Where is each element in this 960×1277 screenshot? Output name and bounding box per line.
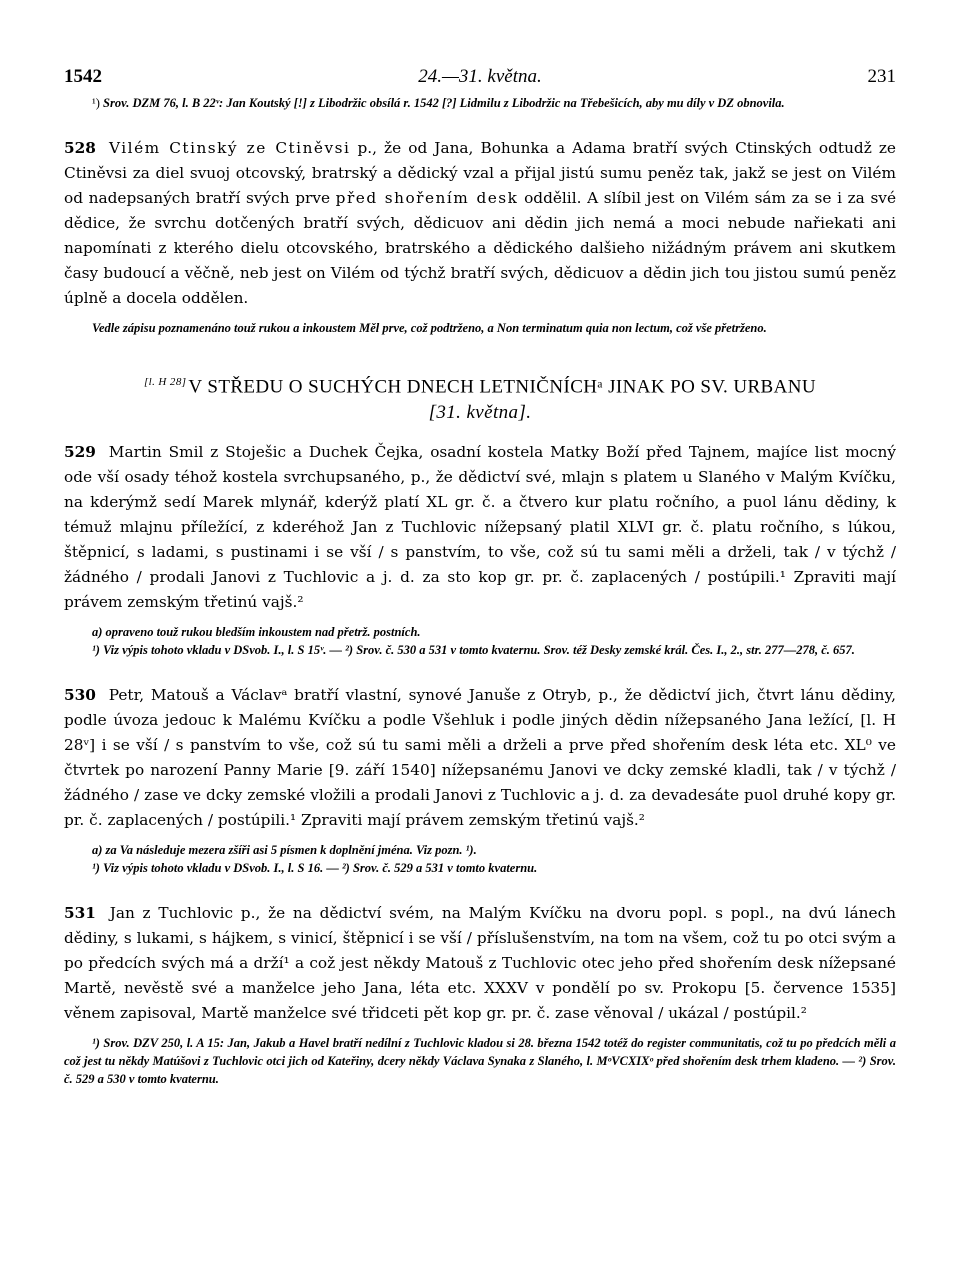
entry-number: 529	[64, 443, 96, 462]
entry-531-note-1: ¹) Srov. DZV 250, l. A 15: Jan, Jakub a Havel bratří nedílní z Tuchlovic kladou si 28. března 1542 totéž do register communitatis, což tu po předcích měli a což jest tu někdy Matúšovi z Tuchlovic otci jich od Kateřiny, dcery někdy Václava Synaka z Slaného, l. MᵒVCXIXᵒ před shořením desk trhem kladeno. — ²) Srov. č. 529 a 530 v tomto kvaternu.	[64, 1036, 896, 1087]
section-date: [31. května].	[428, 402, 532, 424]
entry-528-note: Vedle zápisu poznamenáno touž rukou a inkoustem Měl prve, což podtrženo, a Non terminatum quia non lectum, což vše přetrženo.	[92, 321, 767, 335]
entry-number: 530	[64, 686, 96, 705]
section-heading	[64, 369, 896, 426]
document-page	[64, 58, 896, 1088]
entry-text: Jan z Tuchlovic p., že na dědictví svém, na Malým Kvíčku na dvoru popl. s popl., na dvú lánech dědiny, s lukami, s hájkem, s vinicí, štěpnicí i se vší / příslušenstvím, na tom na všem, což tu po otci svým a po předcích svých má a drží¹ a což jest někdy Matouš z Tuchlovic otec jeho před shořením desk nížepsané Martě, nevěstě své a manželce jeho Jana, léta etc. XXXV v pondělí po sv. Prokopu [5. července 1535] věnem zapisoval, Martě manželce své třidceti pět kop gr. pr. č. zase věnoval / ukázal / postúpil.²	[64, 904, 897, 1023]
header-year: 1542	[64, 66, 102, 87]
entry-text: Petr, Matouš a Václavᵃ bratří vlastní, synové Januše z Otryb, p., že dědictví jich, čtvrt lánu dědiny, podle úvoza jedouc k Malému Kvíčku a podle Všehluk i podle jiných dědin nížepsaného Jana ležící, [l. H 28ᵛ] i se vší / s panstvím to vše, což sú tu sami měli a drželi a prve před shořením desk léta etc. XL⁰ ve čtvrtek po narození Panny Marie [9. září 1540] nížepsanému Janovi ve dcky zemské kladli, tak / v týchž / žádného / zase ve dcky zemské vložili a prodali Janovi z Tuchlovic a j. d. za devadesáte puol druhé kopy gr. pr. č. zaplacených / postúpili.¹ Zpraviti mají právem zemským třetinú vajš.²	[64, 686, 896, 830]
entry-lead: Vilém Ctinský ze Ctiněvsi	[109, 139, 351, 157]
header-title: 24.—31. května.	[418, 66, 542, 87]
entry-number: 528	[64, 139, 96, 157]
entry-529	[64, 440, 896, 615]
entry-530-note-a: a) za Va následuje mezera zšíři asi 5 písmen k doplnění jména. Viz pozn. ¹).	[92, 843, 477, 858]
entry-number: 531	[64, 904, 96, 923]
entry-text: Martin Smil z Stoješic a Duchek Čejka, osadní kostela Matky Boží před Tajnem, majíce list mocný ode vší osady téhož kostela svrchupsaného, p., že dědictví své, mlajn s platem u Slaného v Malým Kvíčku, na kderýmž sedí Marek mlynář, kderýž platí XL gr. č. a čtvero kur platu ročního, a puol lánu dědiny, k témuž mlajnu příležící, z kderéhož Jan z Tuchlovic nížepsaný platil XLVI gr. č. platu ročního, s lúkou, štěpnicí, s ladami, s pustinami i se vší / s panstvím, to vše, což sú tu sami měli a drželi, tak / v týchž / žádného / prodali Janovi z Tuchlovic a j. d. za sto kop gr. pr. č. zaplacených / postúpili.¹ Zpraviti mají právem zemským třetinú vajš.²	[64, 443, 896, 612]
entry-531	[64, 901, 896, 1026]
page-number: 231	[867, 66, 896, 87]
entry-text: p., že od Jana, Bohunka a Adama bratří svých Ctinských odtudž ze Ctiněvsi za diel svuoj otcovský, bratrský a dědický vzal a přijal jistú sumu peněz tak, jakž se jest on Vilém od nadepsaných bratří svých prve	[64, 139, 896, 207]
entry-530-note-1: ¹) Viz výpis tohoto vkladu v DSvob. I., l. S 16. — ²) Srov. č. 529 a 531 v tomto kvaternu.	[92, 861, 538, 876]
entry-529-note-1: ¹) Viz výpis tohoto vkladu v DSvob. I., l. S 15ᵛ. — ²) Srov. č. 530 a 531 v tomto kvaternu. Srov. též Desky zemské král. Čes. I., 2., str. 277—278, č. 657.	[92, 643, 855, 658]
page-header	[64, 58, 896, 94]
entry-spaced-text: před shořením desk	[335, 189, 519, 207]
margin-reference: [l. H 28]	[144, 376, 187, 388]
footnote-mark: ¹)	[92, 96, 100, 110]
entry-text-continued: oddělil. A slíbil jest on Vilém sám za se i za své dědice, že svrchu dotčených bratří svých, dědicuov ani dědin jich nemá a moci nebude nařiekati ani napomínati z kterého dielu otcovského, bratrského a dědického dalšieho nižádným právem ani skutkem časy budoucí a věčně, neb jest on Vilém od týchž bratří svých, dědicuov a dědin jich tou jistou sumú peněz úplně a docela oddělen.	[64, 189, 896, 307]
top-footnote	[64, 94, 896, 112]
entry-530	[64, 683, 896, 833]
entry-529-note-a: a) opraveno touž rukou bledším inkoustem nad přetrž. postních.	[92, 625, 421, 640]
entry-528	[64, 136, 896, 311]
footnote-text: Srov. DZM 76, l. B 22ᵛ: Jan Koutský [!] z Libodržic obsílá r. 1542 [?] Lidmilu z Libodržic na Třebešicích, aby mu díly v DZ obnovila.	[103, 96, 785, 110]
section-title: V STŘEDU O SUCHÝCH DNECH LETNIČNÍCHᵃ JINAK PO SV. URBANU	[188, 376, 816, 398]
